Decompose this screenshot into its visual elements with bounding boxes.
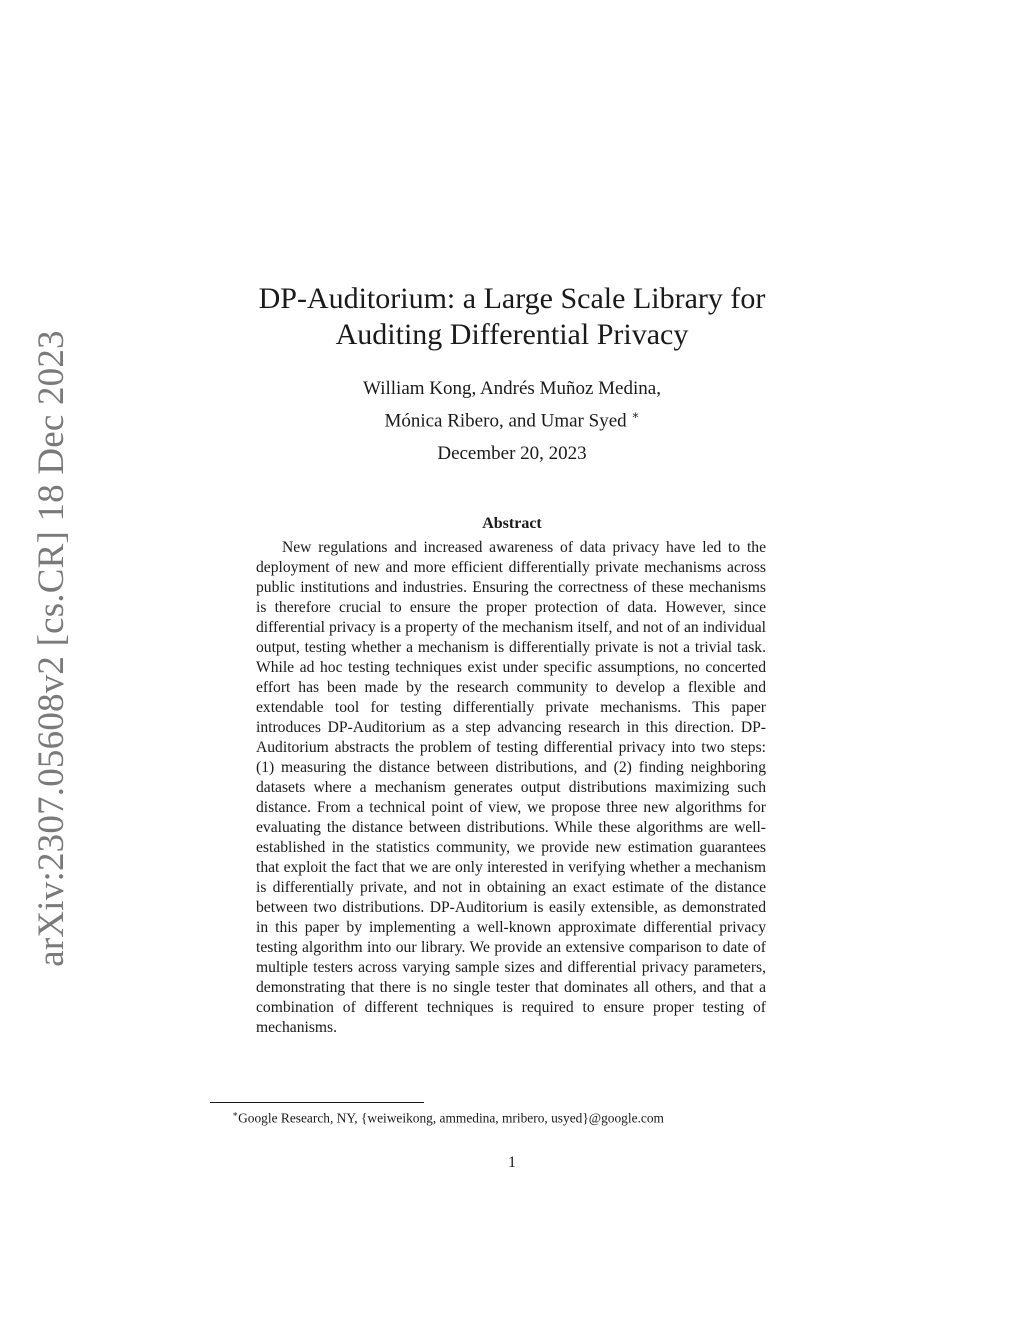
publication-date: December 20, 2023 (437, 443, 587, 464)
author-list (160, 376, 864, 434)
footnote-affiliation (232, 1105, 664, 1127)
footnote-mark: ∗ (232, 1109, 239, 1119)
paper-title-line-1: DP-Auditorium: a Large Scale Library for (258, 282, 766, 315)
author-line-2-names: Mónica Ribero, and Umar Syed (384, 410, 627, 432)
abstract-heading: Abstract (482, 515, 542, 532)
footnote-divider (210, 1102, 424, 1103)
author-footnote-mark: ∗ (631, 408, 640, 422)
author-line-1: William Kong, Andrés Muñoz Medina, (363, 378, 661, 399)
author-line-2 (160, 402, 864, 434)
arxiv-identifier: arXiv:2307.05608v2 [cs.CR] 18 Dec 2023 (30, 329, 72, 967)
abstract-body: New regulations and increased awareness of data privacy have led to the deployment of new and more efficient differentially private mechanisms across public institutions and industries. Ensuring the correctness of these mechanisms is therefore crucial to ensure the proper protection of data. However, since differential privacy is a property of the mechanism itself, and not of an individual output, testing whether a mechanism is differentially private is not a trivial task. While ad hoc testing techniques exist under specific assumptions, no concerted effort has been made by the research community to develop a flexible and extendable tool for testing differentially private mechanisms. This paper introduces DP-Auditorium as a step advancing research in this direction. DP-Auditorium abstracts the problem of testing differential privacy into two steps: (1) measuring the distance between distributions, and (2) finding neighboring datasets where a mechanism generates output distributions maximizing such distance. From a technical point of view, we propose three new algorithms for evaluating the distance between distributions. While these algorithms are well-established in the statistics community, we provide new estimation guarantees that exploit the fact that we are only interested in verifying whether a mechanism is differentially private, and not in obtaining an exact estimate of the distance between two distributions. DP-Auditorium is easily extensible, as demonstrated in this paper by implementing a well-known approximate differential privacy testing algorithm into our library. We provide an extensive comparison to date of multiple testers across varying sample sizes and differential privacy parameters, demonstrating that there is no single tester that dominates all others, and that a combination of different techniques is required to ensure proper testing of mechanisms. (256, 539, 766, 1036)
paper-title-line-2: Auditing Differential Privacy (335, 318, 689, 351)
arxiv-sidebar-stamp (30, 329, 72, 967)
paper-title (160, 281, 864, 353)
page-number: 1 (508, 1154, 516, 1171)
footnote-text: Google Research, NY, {weiweikong, ammedina, mribero, usyed}@google.com (238, 1110, 664, 1126)
